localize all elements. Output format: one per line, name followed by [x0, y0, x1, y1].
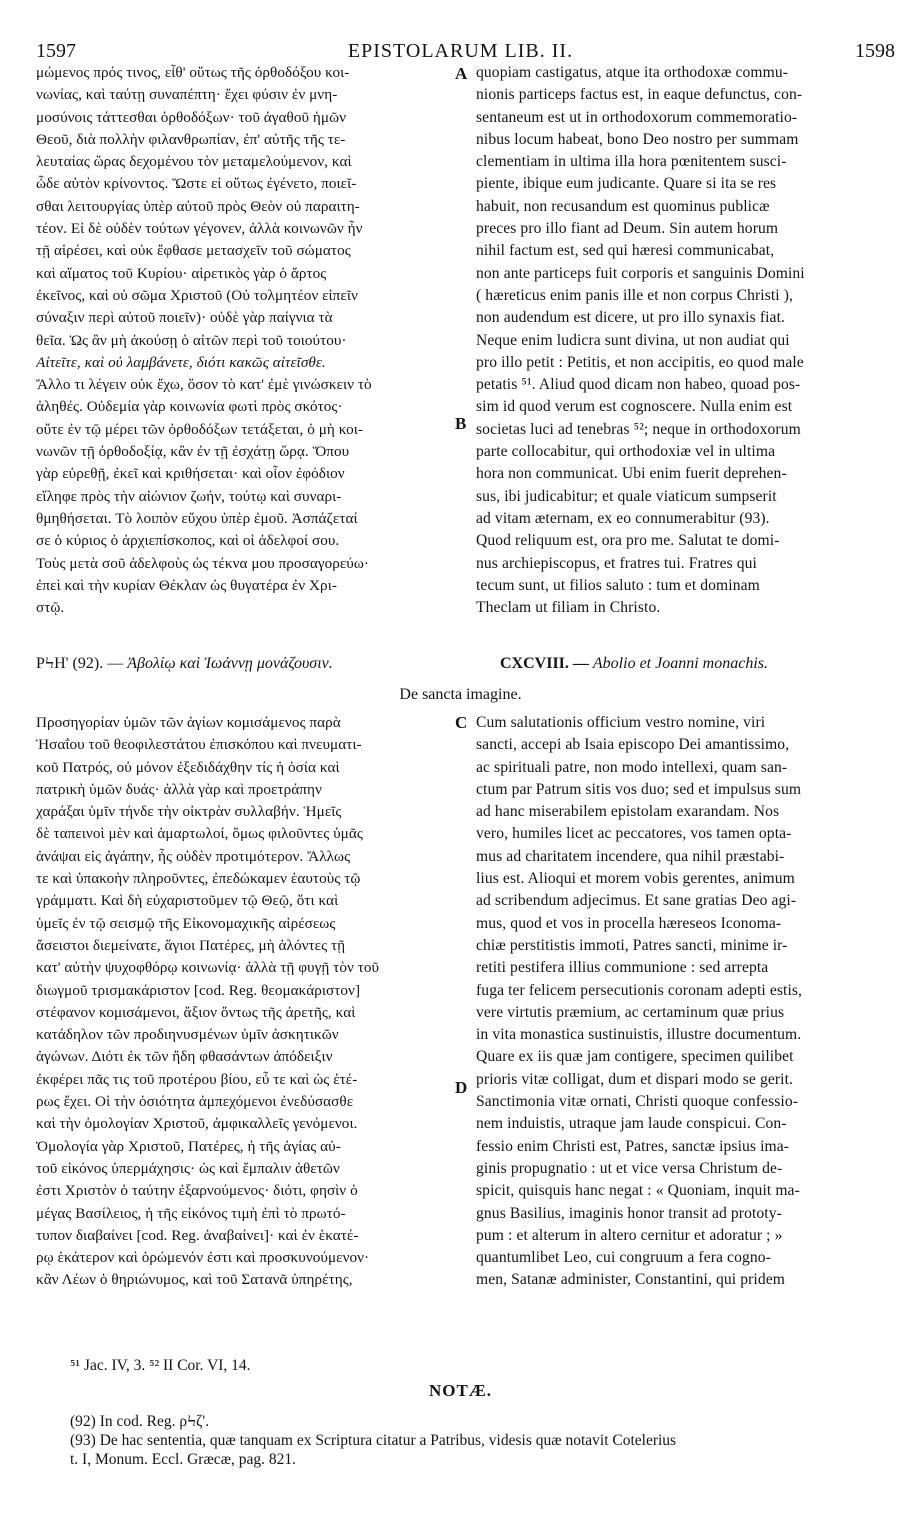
text-line: σε ὁ κύριος ὁ ἀρχιεπίσκοπος, καὶ οἱ ἀδελφοί σου.	[36, 532, 340, 550]
text-line: sim id quod verum est cognoscere. Nulla enim est	[476, 398, 793, 416]
text-line: νωνῶν τῇ ὀρθοδοξίᾳ, κἂν ἐν τῇ ἐσχάτῃ ὥρᾳ. Ὅπου	[36, 443, 350, 461]
text-line: men, Satanæ administer, Constantini, qui pridem	[476, 1271, 785, 1289]
text-line: habuit, non recusandum est quominus publicæ	[476, 197, 770, 215]
text-line: nibus locum habeat, bono Deo nostro per summam	[476, 130, 799, 148]
text-line: prioris vitæ colligat, dum et dispari modo se gerit.	[476, 1070, 794, 1088]
notae-list	[70, 1412, 896, 1469]
notae-heading: NOTÆ.	[428, 1381, 493, 1400]
letter-addressee-latin: Abolio et Joanni monachis.	[592, 655, 768, 672]
text-line: Αἰτεῖτε, καὶ οὐ λαμβάνετε, διότι κακῶς αἰτεῖσθε.	[36, 353, 326, 371]
letter-addressee-greek: Ἀβολίῳ καὶ Ἰωάννῃ μονάζουσιν.	[127, 655, 333, 672]
text-line: nem induistis, utraque jam laude conspicui. Con-	[476, 1115, 787, 1133]
text-line: Ὁμολογία γὰρ Χριστοῦ, Πατέρες, ἡ τῆς ἁγίας αὐ-	[36, 1137, 341, 1155]
text-line: μοσύνοις τάττεσθαι ὀρθοδόξων· τοῦ ἀγαθοῦ ἡμῶν	[36, 108, 347, 126]
text-line: ad vitam æternam, ex eo connumerabitur (93).	[476, 509, 770, 527]
text-line: pum : et alterum in altero cernitur et adoratur ; »	[476, 1226, 783, 1244]
text-line: parte collocabitur, qui orthodoxiæ vel in ultima	[476, 443, 776, 461]
text-line: fuga ter felicem persecutionis coronam adepti estis,	[476, 981, 803, 999]
text-line: χαράξαι ὑμῖν τήνδε τὴν οἰκτρὰν συλλαβήν. Ἡμεῖς	[36, 803, 342, 821]
text-line: ἀληθές. Οὐδεμία γὰρ κοινωνία φωτὶ πρὸς σκότος·	[36, 398, 343, 416]
text-line: γὰρ εὑρεθῇ, ἐκεῖ καὶ κριθήσεται· καὶ οἷον ἐφόδιον	[36, 465, 345, 483]
text-line: hora non communicat. Ubi enim fuerit deprehen-	[476, 465, 787, 483]
text-line: τε καὶ ὑπακοὴν πληροῦντες, ἐπεδώκαμεν ἑαυτοὺς τῷ	[36, 870, 361, 888]
text-line: ρῳ ἑκάτερον καὶ ὁρώμενόν ἐστι καὶ προσκυνούμενον·	[36, 1249, 370, 1267]
text-line: τυπον διαβαίνει [cod. Reg. ἀναβαίνει]· καὶ ἐν ἑκατέ-	[36, 1226, 359, 1244]
text-line: ἀγώνων. Διότι ἐκ τῶν ἤδη φθασάντων ἀπόδειξιν	[36, 1048, 333, 1066]
text-line: fessio enim Christi est, Patres, sanctæ ipsius ima-	[476, 1137, 790, 1155]
latin-column-bottom	[476, 712, 890, 1292]
text-line: clementiam in ultima illa hora pœnitentem susci-	[476, 153, 787, 171]
text-line: καὶ τὴν ὁμολογίαν Χριστοῦ, ἀμφικαλλεῖς γενόμενοι.	[36, 1115, 358, 1133]
text-line: sus, ibi judicabitur; et quale viaticum sumpserit	[476, 487, 777, 505]
text-line: petatis ⁵¹. Aliud quod dicam non habeo, quoad pos-	[476, 376, 801, 394]
text-line: κἂν Λέων ὁ θηριώνυμος, καὶ τοῦ Σατανᾶ ὑπηρέτης,	[36, 1271, 353, 1289]
text-line: στῷ.	[36, 599, 65, 617]
text-line: ἄσειστοι διεμείνατε, ἅγιοι Πατέρες, μὴ ἁλόντες τῇ	[36, 936, 346, 954]
text-line: ἐστι Χριστὸν ὁ ταύτην ἐξαρνούμενος· διότι, φησὶν ὁ	[36, 1182, 358, 1200]
text-line: θεῖα. Ὡς ἂν μὴ ἀκούσῃ ὁ αἰτῶν περὶ τοῦ τοιούτου·	[36, 331, 347, 349]
text-line: ac spirituali patre, non modo intellexi, quam san-	[476, 758, 788, 776]
text-line: θμηθήσεται. Τὸ λοιπὸν εὔχου ὑπὲρ ἐμοῦ. Ἀσπάζεταί	[36, 509, 358, 527]
text-line: (93) De hac sententia, quæ tanquam ex Scriptura citatur a Patribus, videsis quæ notavit Cotelerius	[70, 1432, 677, 1449]
text-line: κοῦ Πατρός, οὐ μόνον ἐξεδιδάχθην τίς ἡ ὁσία καὶ	[36, 758, 340, 776]
text-line: Sanctimonia vitæ ornati, Christi quoque confessio-	[476, 1093, 799, 1111]
text-line: λευταίας ὥρας δεχομένου τὸν μεταμελούμενον, καὶ	[36, 153, 352, 171]
text-line: ἐπεὶ καὶ τὴν κυρίαν Θέκλαν ὡς θυγατέρα ἐν Χρι-	[36, 576, 337, 594]
text-line: διωγμοῦ τρισμακάριστον [cod. Reg. θεομακάριστον]	[36, 981, 361, 999]
left-page-number: 1597	[36, 40, 76, 62]
letter-number-greek: ΡϞΗ' (92). —	[36, 655, 128, 672]
text-line: in vita monastica sustinuistis, illustre documentum.	[476, 1026, 802, 1044]
text-line: Θεοῦ, διὰ πολλὴν φιλανθρωπίαν, ἐπ' αὐτῆς τῆς τε-	[36, 130, 346, 148]
letter-title-greek	[36, 653, 333, 675]
text-line: σύναξιν περὶ αὐτοῦ ποιεῖν)· οὐδὲ γὰρ παίγνια τὰ	[36, 309, 333, 327]
greek-column-top	[36, 62, 454, 619]
text-line: Quare ex iis quæ jam contigere, specimen quilibet	[476, 1048, 794, 1066]
text-line: pro illo petit : Petitis, et non accipitis, eo quod male	[476, 353, 804, 371]
text-line: Cum salutationis officium vestro nomine, viri	[476, 714, 766, 731]
margin-letter-c: C	[455, 713, 468, 732]
margin-letter-a: A	[455, 64, 468, 83]
text-line: ὑμεῖς ἐν τῷ σεισμῷ τῆς Εἰκονομαχικῆς αἱρέσεως	[36, 914, 336, 932]
text-line: ἀνάψαι εἰς ἀγάπην, ἧς οὐδὲν προτιμότερον. Ἄλλως	[36, 847, 351, 865]
letter-number-latin: CXCVIII. —	[500, 655, 593, 672]
text-line: chiæ perstitistis immoti, Patres sancti, minime ir-	[476, 936, 788, 954]
text-line: μέγας Βασίλειος, ἡ τῆς εἰκόνος τιμὴ ἐπὶ τὸ πρωτό-	[36, 1204, 346, 1222]
text-line: νωνίας, καὶ ταύτῃ συναπέπτη· ἔχει φύσιν ἐν μνη-	[36, 86, 338, 104]
margin-letter-b: B	[455, 414, 467, 433]
text-line: nionis particeps factus est, in eaque defunctus, con-	[476, 86, 803, 104]
text-line: ρως ἔχει. Οἱ τὴν ὁσιότητα ἀμπεχόμενοι ἐνεδύσασθε	[36, 1093, 354, 1111]
text-line: καὶ αἵματος τοῦ Κυρίου· αἱρετικὸς γὰρ ὁ ἄρτος	[36, 264, 327, 282]
text-line: sentaneum est ut in orthodoxorum commemoratio-	[476, 108, 798, 126]
letter-title-latin	[500, 653, 768, 675]
text-line: mus ad charitatem incendere, qua nihil præstabi-	[476, 847, 785, 865]
text-line: τοῦ εἰκόνος ὑπερμάχησις· ὡς καὶ ἔμπαλιν ἀθετῶν	[36, 1159, 340, 1177]
text-line: Τοὺς μετὰ σοῦ ἀδελφοὺς ὡς τέκνα μου προσαγορεύω·	[36, 554, 370, 572]
text-line: ἐκεῖνος, καὶ οὐ σῶμα Χριστοῦ (Οὐ τολμητέον εἰπεῖν	[36, 286, 358, 304]
text-line: vere virtutis præmium, ac certaminum quæ prius	[476, 1003, 785, 1021]
footnotes: ⁵¹ Jac. IV, 3. ⁵² II Cor. VI, 14.	[70, 1357, 251, 1374]
text-line: non ante particeps fuit corporis et sanguinis Domini	[476, 264, 805, 282]
text-line: (92) In cod. Reg. ρϞζ'.	[70, 1413, 210, 1430]
text-line: sancti, accepi ab Isaia episcopo Dei amantissimo,	[476, 736, 790, 754]
text-line: preces pro illo fiant ad Deum. Sin autem horum	[476, 220, 779, 238]
text-line: societas luci ad tenebras ⁵²; neque in orthodoxorum	[476, 420, 801, 438]
text-line: tecum sunt, ut filios saluto : tum et dominam	[476, 576, 760, 594]
latin-column-top	[476, 62, 890, 619]
text-line: εἴληφε πρὸς τὴν αἰώνιον ζωήν, τούτῳ καὶ συναρι-	[36, 487, 342, 505]
text-line: t. I, Monum. Eccl. Græcæ, pag. 821.	[70, 1451, 297, 1468]
text-line: piente, ibique eum judicante. Quare si ita se res	[476, 175, 777, 193]
text-line: σθαι λειτουργίας ὑπὲρ αὐτοῦ πρὸς Θεὸν οὐ παραιτη-	[36, 197, 360, 215]
greek-column-bottom	[36, 712, 454, 1292]
text-line: vero, humiles licet ac peccatores, vos tamen opta-	[476, 825, 792, 843]
text-line: τῇ αἱρέσει, καὶ οὐκ ἔφθασε μετασχεῖν τοῦ σώματος	[36, 242, 351, 260]
text-line: ἐκφέρει πᾶς τις τοῦ προτέρου βίου, εὖ τε καὶ ὡς ἑτέ-	[36, 1070, 358, 1088]
text-line: quantumlibet Leo, cui congruum a fera cogno-	[476, 1249, 771, 1267]
text-line: lius est. Alioqui et morem vobis gerentes, animum	[476, 870, 795, 888]
text-line: ctum par Patrum sitis vos duo; sed et impulsus sum	[476, 780, 802, 798]
text-line: Neque enim ludicra sunt divina, ut non audiat qui	[476, 331, 790, 349]
text-line: κατ' αὐτὴν ψυχοφθόρῳ κοινωνίᾳ· ἀλλὰ τῇ φυγῇ τὸν τοῦ	[36, 959, 380, 977]
text-line: ginis propugnatio : ut et vice versa Christum de-	[476, 1159, 783, 1177]
text-line: retiti pestifera illius communione : sed arrepta	[476, 959, 769, 977]
text-line: ( hæreticus enim panis ille et non corpus Christi ),	[476, 286, 794, 304]
running-title: EPISTOLARUM LIB. II.	[347, 40, 574, 62]
text-line: quopiam castigatus, atque ita orthodoxæ commu-	[476, 64, 789, 81]
text-line: γράμματι. Καὶ δὴ εὐχαριστοῦμεν τῷ Θεῷ, ὅτι καὶ	[36, 892, 339, 910]
letter-subtitle: De sancta imagine.	[399, 686, 522, 703]
text-line: δὲ ταπεινοὶ μὲν καὶ ἁμαρτωλοί, ὅμως φιλοῦντες ὑμᾶς	[36, 825, 363, 843]
text-line: στέφανον κομισάμενοι, ἄξιον ὄντως τῆς ἀρετῆς, καὶ	[36, 1003, 356, 1021]
text-line: πατρικὴ ὑμῶν δυάς· ἀλλὰ γὰρ καὶ προετράπην	[36, 780, 322, 798]
text-line: nus archiepiscopus, et fratres tui. Fratres qui	[476, 554, 757, 572]
text-line: τέον. Εἰ δὲ οὐδὲν τούτων γέγονεν, ἀλλὰ κοινωνῶν ἦν	[36, 220, 363, 238]
text-line: spicit, quisquis hanc negat : « Quoniam, inquit ma-	[476, 1182, 800, 1200]
text-line: οὔτε ἐν τῷ μέρει τῶν ὀρθοδόξων τετάξεται, ὁ μὴ κοι-	[36, 420, 363, 438]
text-line: ὧδε αὐτὸν κρίνοντος. Ὥστε εἰ οὕτως ἐγένετο, ποιεῖ-	[36, 175, 357, 193]
text-line: non audendum est dicere, ut pro illo synaxis fiat.	[476, 309, 786, 327]
text-line: Ἄλλο τι λέγειν οὐκ ἔχω, ὅσον τὸ κατ' ἐμὲ γινώσκειν τὸ	[36, 376, 372, 394]
text-line: Quod reliquum est, ora pro me. Salutat te domi-	[476, 532, 780, 550]
text-line: Theclam ut filiam in Christo.	[476, 599, 661, 617]
text-line: nihil factum est, sed qui hæresi communicabat,	[476, 242, 775, 260]
text-line: ad scribendum adjecimus. Et sane gratias Deo agi-	[476, 892, 797, 910]
text-line: mus, quod et vos in procella hæreseos Iconoma-	[476, 914, 782, 932]
right-page-number: 1598	[855, 40, 895, 62]
text-line: ad hanc miserabilem epistolam exarandam. Nos	[476, 803, 780, 821]
text-line: Προσηγορίαν ὑμῶν τῶν ἁγίων κομισάμενος παρὰ	[36, 714, 341, 731]
text-line: Ἡσαΐου τοῦ θεοφιλεστάτου ἐπισκόπου καὶ πνευματι-	[36, 736, 362, 754]
text-line: gnus Basilius, imaginis honor transit ad prototy-	[476, 1204, 782, 1222]
text-line: μώμενος πρός τινος, εἶθ' οὕτως τῆς ὀρθοδόξου κοι-	[36, 64, 350, 81]
margin-letter-d: D	[455, 1078, 468, 1097]
text-line: κατάδηλον τῶν προδιηνυσμένων ὑμῖν ἀσκητικῶν	[36, 1026, 339, 1044]
